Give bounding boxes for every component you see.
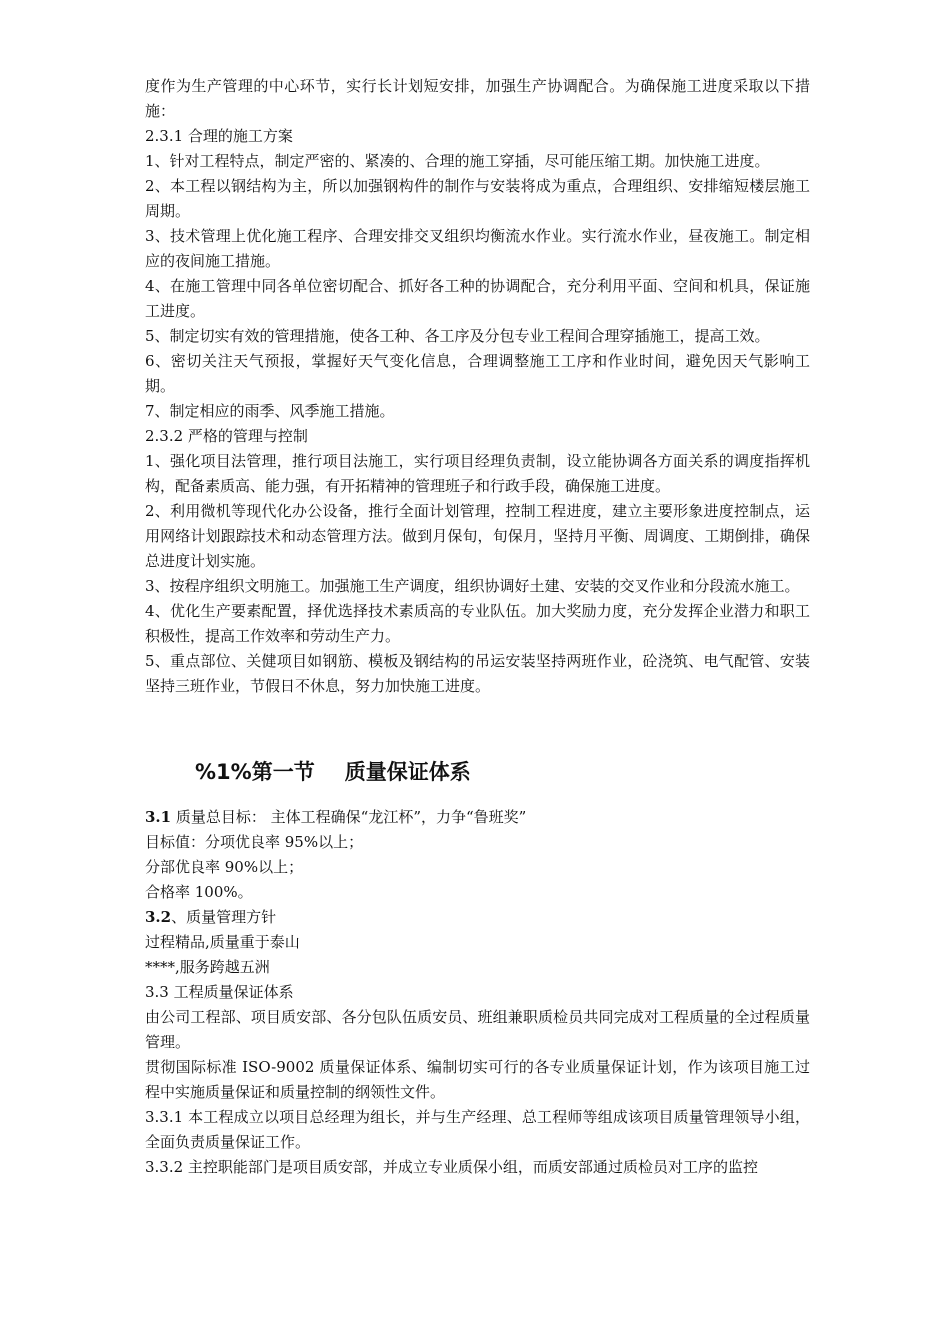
section-3-2 [145, 905, 810, 930]
list-item: 6、密切关注天气预报，掌握好天气变化信息，合理调整施工工序和作业时间，避免因天气影响工期。 [145, 352, 810, 395]
paragraph: 3.3.1 本工程成立以项目总经理为组长，并与生产经理、总工程师等组成该项目质量管理领导小组，全面负责质量保证工作。 [145, 1108, 810, 1151]
section-2-3-2-title: 2.3.2 严格的管理与控制 [145, 427, 308, 445]
paragraph: 由公司工程部、项目质安部、各分包队伍质安员、班组兼职质检员共同完成对工程质量的全过程质量管理。 [145, 1008, 810, 1051]
list-item: 4、在施工管理中同各单位密切配合、抓好各工种的协调配合，充分利用平面、空间和机具，保证施工进度。 [145, 277, 810, 320]
list-item: 1、针对工程特点，制定严密的、紧凑的、合理的施工穿插，尽可能压缩工期。加快施工进度。 [145, 152, 770, 170]
list-item: 3、按程序组织文明施工。加强施工生产调度，组织协调好土建、安装的交叉作业和分段流水施工。 [145, 577, 800, 595]
section-3-1 [145, 805, 810, 830]
section-3-2-text: 、质量管理方针 [171, 908, 277, 926]
chapter-heading [195, 757, 810, 805]
heading-number: %1%第一节 [195, 760, 315, 784]
document-page [145, 74, 810, 1180]
section-3-3-title: 3.3 工程质量保证体系 [145, 983, 294, 1001]
target-line: 合格率 100%。 [145, 883, 253, 901]
list-item: 7、制定相应的雨季、风季施工措施。 [145, 402, 395, 420]
policy-line: ****,服务跨越五洲 [145, 958, 270, 976]
section-3-1-number: 3.1 [145, 808, 172, 826]
list-item: 5、重点部位、关健项目如钢筋、模板及钢结构的吊运安装坚持两班作业，砼浇筑、电气配管、安装坚持三班作业，节假日不休息，努力加快施工进度。 [145, 652, 810, 695]
section-2-3-1-title: 2.3.1 合理的施工方案 [145, 127, 293, 145]
list-item: 4、优化生产要素配置，择优选择技术素质高的专业队伍。加大奖励力度，充分发挥企业潜力和职工积极性，提高工作效率和劳动生产力。 [145, 602, 810, 645]
target-line: 分部优良率 90%以上； [145, 858, 304, 876]
list-item: 3、技术管理上优化施工程序、合理安排交叉组织均衡流水作业。实行流水作业，昼夜施工。制定相应的夜间施工措施。 [145, 227, 810, 270]
list-item: 2、利用微机等现代化办公设备，推行全面计划管理，控制工程进度，建立主要形象进度控制点，运用网络计划跟踪技术和动态管理方法。做到月保旬，旬保月，坚持月平衡、周调度、工期倒排，确保总进度计划实施。 [145, 502, 810, 570]
section-3-2-number: 3.2 [145, 908, 172, 926]
list-item: 2、本工程以钢结构为主，所以加强钢构件的制作与安装将成为重点，合理组织、安排缩短楼层施工周期。 [145, 177, 810, 220]
paragraph: 贯彻国际标准 ISO-9002 质量保证体系、编制切实可行的各专业质量保证计划，作为该项目施工过程中实施质量保证和质量控制的纲领性文件。 [145, 1058, 810, 1101]
intro-paragraph: 度作为生产管理的中心环节，实行长计划短安排，加强生产协调配合。为确保施工进度采取以下措施： [145, 77, 810, 120]
list-item: 5、制定切实有效的管理措施，使各工种、各工序及分包专业工程间合理穿插施工，提高工效。 [145, 327, 770, 345]
policy-line: 过程精品,质量重于泰山 [145, 933, 300, 951]
section-3-1-text: 质量总目标： 主体工程确保“龙江杯”，力争“鲁班奖” [171, 808, 527, 826]
target-line: 目标值：分项优良率 95%以上； [145, 833, 364, 851]
section-spacer [145, 699, 810, 757]
list-item: 1、强化项目法管理，推行项目法施工，实行项目经理负责制，设立能协调各方面关系的调度指挥机构，配备素质高、能力强，有开拓精神的管理班子和行政手段，确保施工进度。 [145, 452, 810, 495]
heading-title: 质量保证体系 [344, 760, 471, 784]
paragraph: 3.3.2 主控职能部门是项目质安部，并成立专业质保小组，而质安部通过质检员对工序的监控 [145, 1158, 758, 1176]
